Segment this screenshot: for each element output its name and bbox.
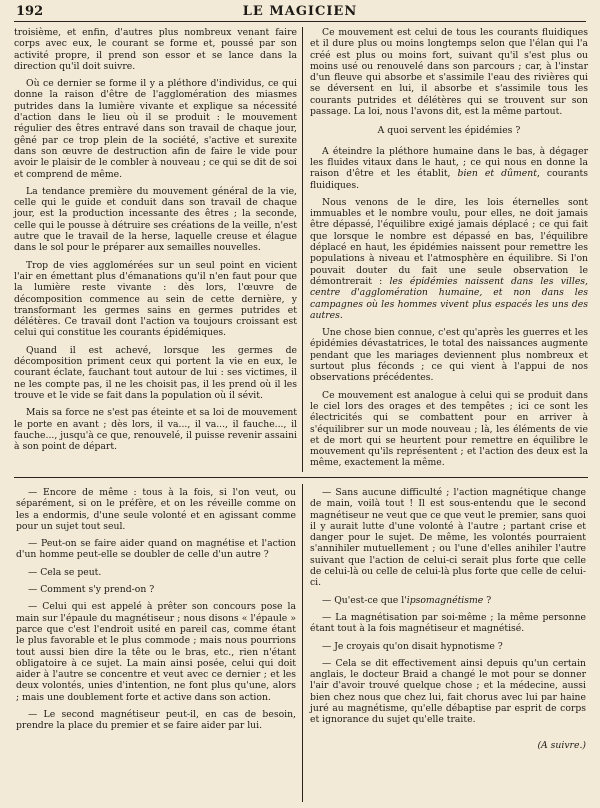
page-header (14, 3, 586, 22)
dialogue-line (310, 595, 586, 606)
dialogue-line: — Je croyais qu'on disait hypnotisme ? (322, 640, 503, 652)
paragraph: Quand il est achevé, lorsque les germes de décomposition priment ceux qui portent la vie en eux, le courant éclate, fauchant tout autour de lui : ses victimes, il ne les compte pas, il ne les choisit pas, il les prend où il les trouve et le vide se fait dans la population où il sévit. (14, 344, 297, 401)
dialogue-line: — La magnétisation par soi-même ; la même personne étant tout à la fois magnétiseur et magnétisé. (310, 611, 586, 635)
continued-note: (A suivre.) (537, 739, 586, 751)
paragraph: Ce mouvement est analogue à celui qui se produit dans le ciel lors des orages et des tempêtes ; ici ce sont les électricités qui se combattent pour en arriver à s'équilibrer sur un mode nouveau ; là, les éléments de vie et de mort qui se heurtent pour remettre en équilibre le mouvement qu'ils représentent ; et l'action des deux est la même, exactement la même. (310, 389, 588, 469)
dialogue-line: — Celui qui est appelé à prêter son concours pose la main sur l'épaule du magnétiseur ; nous disons « l'épaule » parce que c'est l'endroit usité en pareil cas, comme étant le plus favorable et le plus commode ; mais nous pourrions tout aussi bien dire la tête ou le bras, etc., rien n'étant obligatoire à ce sujet. La main ainsi posée, celui qui doit aider à l'autre se concentre et veut avec ce dernier ; et les deux volontés, unies d'intention, ne font plus qu'une, alors ; mais une doublement forte et active dans son action. (16, 601, 296, 703)
emphasis-text: ipsomagnétisme (406, 594, 484, 606)
dialogue-line: — Cela se peut. (28, 566, 102, 578)
text-run: — Qu'est-ce que l' (322, 594, 407, 606)
column-divider-bottom (302, 484, 303, 802)
paragraph (310, 146, 588, 191)
page-number: 192 (16, 4, 44, 19)
text-run: A éteindre la pléthore humaine dans le bas, à dégager les fluides vitaux dans le haut, ; ce qui nous en donne la raison d'être et les établit, (310, 145, 588, 180)
paragraph: Mais sa force ne s'est pas éteinte et sa loi de mouvement le porte en avant ; dès lors, il va..., il va..., il fauche..., il fauche..., jusqu'à ce que, renouvelé, il puisse revenir assaini à son point de départ. (14, 407, 297, 453)
column-divider-top (302, 27, 303, 472)
paragraph: troisième, et enfin, d'autres plus nombreux venant faire corps avec eux, le courant se forme et, poussé par son activité propre, il prend son essor et se lance dans la direction qu'il doit suivre. (14, 27, 297, 72)
top-left-column (14, 27, 297, 458)
dialogue-line: — Le second magnétiseur peut-il, en cas de besoin, prendre la place du premier et se faire aider par lui. (16, 709, 296, 732)
bottom-left-column (16, 487, 296, 738)
dialogue-line: — Peut-on se faire aider quand on magnétise et l'action d'un homme peut-elle se doubler de celle d'un autre ? (16, 538, 296, 561)
paragraph: La tendance première du mouvement général de la vie, celle qui le guide et conduit dans son travail de chaque jour, est la production incessante des êtres ; la seconde, celle qui le pousse à détruire ses créations de la veille, n'est autre que le travail de la herse, laquelle creuse et élague dans le sol pour le préparer aux semailles nouvelles. (14, 185, 297, 254)
paragraph: Trop de vies agglomérées sur un seul point en vicient l'air en émettant plus d'émanations qu'il n'en faut pour que la lumière reste vivante : dès lors, l'œuvre de décomposition commence au sein de cette dernière, y transformant les germes sains en germes putrides et délétères. Ce travail dont l'action va toujours croissant est celui qui constitue les courants épidémiques. (14, 259, 297, 339)
dialogue-line: — Comment s'y prend-on ? (28, 584, 155, 596)
section-divider (14, 477, 588, 478)
emphasis-text: les épidémies naissent dans les villes, centre d'agglomération humaine, et non dans les campagnes où les hommes vivent plus espacés les uns des autres. (310, 275, 588, 321)
dialogue-line: — Cela se dit effectivement ainsi depuis qu'un certain anglais, le docteur Braid a changé le mot pour se donner l'air d'avoir trouvé quelque chose ; et la médecine, aussi bien chez nous que chez lui, fait chorus avec lui par haine juré au magnétisme, qu'elle débaptise par esprit de corps et ignorance du sujet qu'elle traite. (310, 657, 586, 726)
text-run: , courants fluidiques. (310, 168, 588, 191)
text-run: ? (483, 594, 492, 606)
bottom-right-column (310, 487, 586, 757)
dialogue-line: — Sans aucune difficulté ; l'action magnétique change de main, voilà tout ! Il est sous-entendu que le second magnétiseur ne veut que ce que veut le premier, sans quoi il y aurait lutte d'une volonté à l'autre ; partant crise et danger pour le sujet. De même, les volontés pourraient s'annihiler mutuellement ; ou l'une d'elles anihiler l'autre suivant que l'action de celui-ci serait plus forte que celle de celui-là ou celle de celui-là plus forte que celle de celui-ci. (310, 487, 586, 589)
text-run: Nous venons de le dire, les lois éternelles sont immuables et le nombre voulu, pour elles, ne doit jamais être dépassé, l'équilibre exigé jamais déplacé ; ce qui fait que lorsque le nombre est dépassé en bas, l'équilibre déplacé en haut, les épidémies naissent pour remettre les populations à niveau et l'atmosphère en équilibre. Si l'on pouvait douter du fait une seule observation le démontrerait : (310, 196, 588, 287)
paragraph: Ce mouvement est celui de tous les courants fluidiques et il dure plus ou moins longtemps selon que l'élan qui l'a créé est plus ou moins fort, suivant qu'il s'est plus ou moins usé ou renouvelé dans son parcours ; car, à l'instar d'un fleuve qui absorbe et s'assimile l'eau des rivières qui se déversent en lui, il absorbe et s'assimile tous les courants putrides et délétères qui se trouvent sur son passage. La loi, nous l'avons dit, est la même partout. (310, 27, 588, 118)
dialogue-line: — Encore de même : tous à la fois, si l'on veut, ou séparément, si on le préfère, et on les réveille comme on les a endormis, d'une seule volonté et en agissant comme pour un sujet tout seul. (16, 487, 296, 532)
section-question: A quoi servent les épidémies ? (377, 125, 521, 137)
journal-title: LE MAGICIEN (242, 4, 358, 19)
paragraph: Une chose bien connue, c'est qu'après les guerres et les épidémies dévastatrices, le total des naissances augmente pendant que les mariages deviennent plus nombreux et surtout plus féconds ; ce qui vient à l'appui de nos observations précédentes. (310, 327, 588, 384)
emphasis-text: bien et dûment (457, 168, 537, 180)
paragraph: Où ce dernier se forme il y a pléthore d'individus, ce qui donne la raison d'être de l'agglomération des miasmes putrides dans la lumière vivante et explique sa nécessité d'action dans le lieu où il se produit : le mouvement régulier des êtres entravé dans son travail de chaque jour, gêné par ce trop plein de la société, s'active et surexite dans son œuvre de destruction afin de faire le vide pour avoir le plaisir de le combler à nouveau ; ce qui se dit de soi et comprend de même. (14, 78, 297, 180)
top-right-column (310, 27, 588, 475)
paragraph (310, 197, 588, 321)
